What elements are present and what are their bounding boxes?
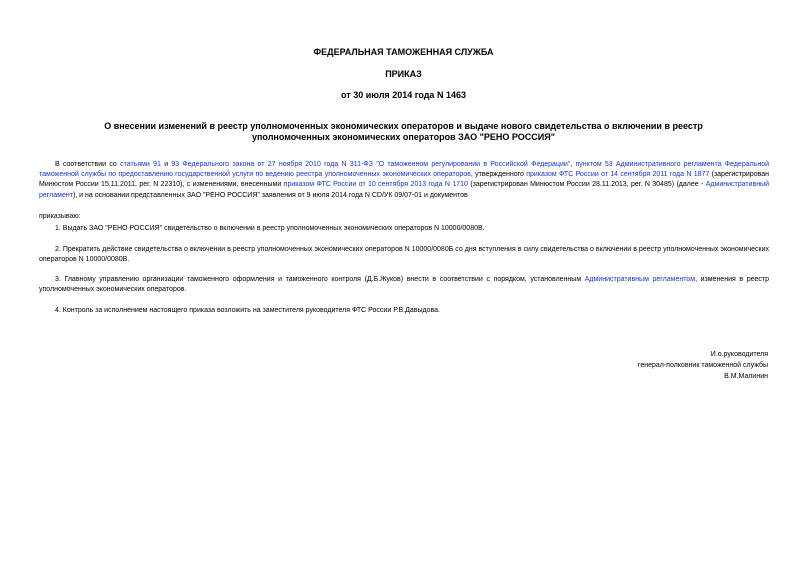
doc-date: от 30 июля 2014 года N 1463 <box>341 90 466 100</box>
preamble-text-3: , <box>570 161 576 168</box>
item3-text-2: , изменения в реестр уполномоченных экономических операторов. <box>39 276 769 294</box>
preamble-text-1: В соответствии со <box>55 161 121 168</box>
agency-name: ФЕДЕРАЛЬНАЯ ТАМОЖЕННАЯ СЛУЖБА <box>313 47 494 57</box>
doc-type: ПРИКАЗ <box>385 69 422 79</box>
order-item-2: 2. Прекратить действие свидетельства о включении в реестр уполномоченных экономических операторов N 10000/0080Б со дня вступления в силу свидетельства о включении в реестр уполномоченных экономических операторов N 10000/0080В. <box>39 246 769 264</box>
link-article-91[interactable]: статьями 91 <box>120 161 161 168</box>
preamble-paragraph <box>39 160 769 201</box>
order-word: приказываю: <box>39 213 81 220</box>
link-admin-reglament-2[interactable]: Административным регламентом <box>584 276 696 283</box>
preamble-text-5: (зарегистрирован Минюстом России 15.11.2011, рег. N 22310), с изменениями, внесенными <box>39 171 769 189</box>
order-item-1: 1. Выдать ЗАО "РЕНО РОССИЯ" свидетельство о включении в реестр уполномоченных экономических операторов N 10000/0080В. <box>55 225 485 232</box>
preamble-text-6: (зарегистрирован Минюстом России 28.11.2013, рег. N 30485) (далее - <box>467 181 706 189</box>
preamble-text-2: и <box>160 161 172 168</box>
preamble-text-4: , утвержденного <box>470 171 527 179</box>
link-reglament-item-53[interactable]: пунктом 53 Административного регламента Федеральной таможенной службы по предоставлению государственной услуги по ведению реестра уполномоченных экономических операторов <box>39 161 770 179</box>
link-order-1877[interactable]: приказом ФТС России от 14 сентября 2011 года N 1877 <box>526 171 710 179</box>
link-admin-reglament[interactable]: Административный регламент <box>39 181 769 199</box>
signature-position: И.о.руководителя <box>710 351 768 358</box>
link-federal-law-311[interactable]: 93 Федерального закона от 27 ноября 2010 года N 311-ФЗ "О таможенном регулировании в Российской Федерации" <box>171 161 571 168</box>
signature-rank: генерал-полковник таможенной службы <box>637 362 768 369</box>
doc-title: О внесении изменений в реестр уполномоченных экономических операторов и выдаче нового свидетельства о включении в реестр уполномоченных экономических операторов ЗАО "РЕНО РОССИЯ" <box>104 121 703 142</box>
order-item-4: 4. Контроль за исполнением настоящего приказа возложить на заместителя руководителя ФТС России Р.В.Давыдова. <box>55 307 440 314</box>
preamble-text-7: ), и на основании представленных ЗАО "РЕНО РОССИЯ" заявления от 9 июля 2014 года N CD/УК 09/07-01 и документов <box>72 191 468 199</box>
item3-text-1: 3. Главному управлению организации таможенного оформления и таможенного контроля (Д.Б.Жуков) внести в соответствии с порядком, установленным <box>55 276 585 283</box>
order-item-3 <box>39 275 769 295</box>
link-order-1710[interactable]: приказом ФТС России от 10 сентября 2013 года N 1710 <box>283 181 468 189</box>
signature-name: В.М.Малинин <box>724 373 768 380</box>
